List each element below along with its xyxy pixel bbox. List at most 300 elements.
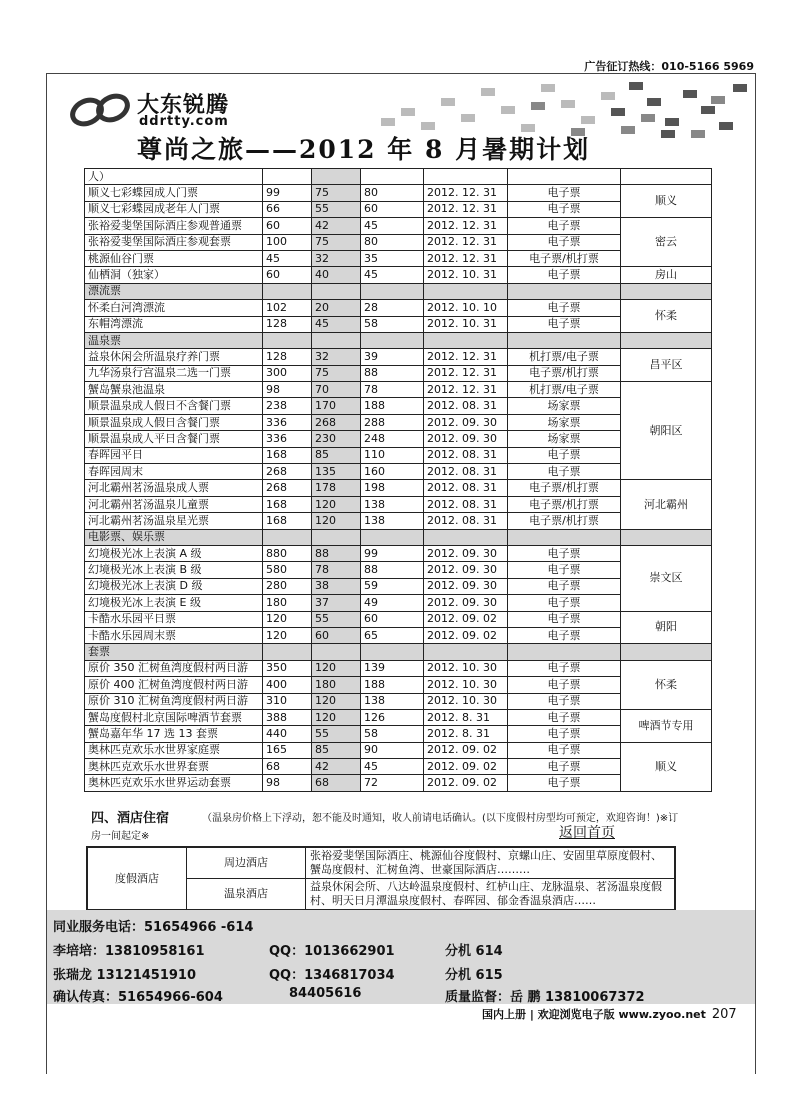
ticket-type: 机打票/电子票: [508, 349, 621, 365]
empty-cell: [312, 332, 361, 348]
empty-cell: [424, 529, 508, 545]
original-price: 60: [263, 267, 312, 283]
empty-cell: [312, 283, 361, 299]
hotel-type: 周边酒店: [187, 847, 306, 879]
ticket-type: 电子票/机打票: [508, 365, 621, 381]
original-price: 400: [263, 677, 312, 693]
item-name: 蟹岛嘉年华 17 选 13 套票: [85, 726, 263, 742]
original-price: 128: [263, 316, 312, 332]
table-row: [85, 480, 712, 496]
member-price: 170: [312, 398, 361, 414]
table-row: [85, 513, 712, 529]
ticket-type: 电子票: [508, 742, 621, 758]
sale-price: 28: [361, 300, 424, 316]
table-row: [85, 349, 712, 365]
ticket-type: 电子票: [508, 218, 621, 234]
table-row: [85, 169, 712, 185]
item-name: 张裕爱斐堡国际酒庄参观普通票: [85, 218, 263, 234]
item-name: 卡酷水乐园平日票: [85, 611, 263, 627]
original-price: 336: [263, 431, 312, 447]
original-price: 98: [263, 775, 312, 791]
item-name: 蟹岛蟹泉池温泉: [85, 382, 263, 398]
item-name: 张裕爱斐堡国际酒庄参观套票: [85, 234, 263, 250]
page-footer: [482, 1006, 737, 1022]
ticket-type: 电子票: [508, 578, 621, 594]
valid-date: 2012. 09. 02: [424, 775, 508, 791]
table-row: [85, 742, 712, 758]
member-price: [312, 169, 361, 185]
original-price: 98: [263, 382, 312, 398]
member-price: 37: [312, 595, 361, 611]
price-table: [84, 168, 712, 792]
region: 怀柔: [621, 300, 712, 333]
table-row: [85, 709, 712, 725]
valid-date: 2012. 12. 31: [424, 234, 508, 250]
item-name: 春晖园平日: [85, 447, 263, 463]
item-name: 顺义七彩蝶园成人门票: [85, 185, 263, 201]
original-price: 168: [263, 513, 312, 529]
valid-date: 2012. 12. 31: [424, 185, 508, 201]
original-price: 128: [263, 349, 312, 365]
empty-cell: [508, 644, 621, 660]
section-title: 温泉票: [85, 332, 263, 348]
empty-cell: [263, 283, 312, 299]
ticket-type: 电子票: [508, 267, 621, 283]
original-price: 45: [263, 250, 312, 266]
item-name: 东帽湾漂流: [85, 316, 263, 332]
section-title: 套票: [85, 644, 263, 660]
original-price: 388: [263, 709, 312, 725]
valid-date: 2012. 09. 02: [424, 611, 508, 627]
original-price: 100: [263, 234, 312, 250]
valid-date: 2012. 12. 31: [424, 250, 508, 266]
valid-date: [424, 169, 508, 185]
hotel-category: 度假酒店: [87, 847, 187, 910]
original-price: 165: [263, 742, 312, 758]
sale-price: 60: [361, 611, 424, 627]
ticket-type: 电子票: [508, 316, 621, 332]
member-price: 55: [312, 201, 361, 217]
original-price: 168: [263, 447, 312, 463]
empty-cell: [508, 529, 621, 545]
ticket-type: 电子票: [508, 234, 621, 250]
section-header-row: [85, 332, 712, 348]
service-phone: 同业服务电话：51654966 -614: [53, 920, 254, 935]
empty-cell: [508, 283, 621, 299]
item-name: 河北霸州茗汤温泉儿童票: [85, 496, 263, 512]
member-price: 42: [312, 759, 361, 775]
member-price: 135: [312, 464, 361, 480]
table-row: [85, 775, 712, 791]
item-name: 顺景温泉成人平日含餐门票: [85, 431, 263, 447]
original-price: 280: [263, 578, 312, 594]
contact-1-name: 李培培：13810958161: [53, 944, 205, 959]
valid-date: 2012. 10. 30: [424, 677, 508, 693]
valid-date: 2012. 08. 31: [424, 464, 508, 480]
empty-cell: [312, 529, 361, 545]
footer-text: 国内上册 | 欢迎浏览电子版 www.zyoo.net: [482, 1008, 706, 1021]
table-row: [85, 660, 712, 676]
ticket-type: 电子票: [508, 595, 621, 611]
section-header-row: [85, 283, 712, 299]
original-price: 120: [263, 627, 312, 643]
empty-cell: [263, 529, 312, 545]
item-name: 人）: [85, 169, 263, 185]
member-price: 32: [312, 349, 361, 365]
sale-price: 138: [361, 693, 424, 709]
original-price: 580: [263, 562, 312, 578]
section-title: 电影票、娱乐票: [85, 529, 263, 545]
original-price: 66: [263, 201, 312, 217]
member-price: 75: [312, 365, 361, 381]
member-price: 20: [312, 300, 361, 316]
ad-hotline: 广告征订热线：010-5166 5969: [584, 60, 754, 73]
member-price: 32: [312, 250, 361, 266]
table-row: [85, 578, 712, 594]
original-price: 99: [263, 185, 312, 201]
sale-price: 58: [361, 316, 424, 332]
original-price: 180: [263, 595, 312, 611]
ticket-type: 场家票: [508, 414, 621, 430]
table-row: [85, 464, 712, 480]
valid-date: 2012. 09. 30: [424, 545, 508, 561]
valid-date: 2012. 12. 31: [424, 201, 508, 217]
table-row: [85, 185, 712, 201]
member-price: 75: [312, 185, 361, 201]
item-name: 怀柔白河湾漂流: [85, 300, 263, 316]
member-price: 120: [312, 496, 361, 512]
hotel-note-continued: 房一间起定※: [91, 831, 150, 842]
member-price: 60: [312, 627, 361, 643]
original-price: 350: [263, 660, 312, 676]
table-row: [85, 250, 712, 266]
empty-cell: [621, 283, 712, 299]
item-name: 顺景温泉成人假日含餐门票: [85, 414, 263, 430]
valid-date: 2012. 10. 31: [424, 316, 508, 332]
valid-date: 2012. 08. 31: [424, 496, 508, 512]
original-price: 268: [263, 464, 312, 480]
sale-price: 72: [361, 775, 424, 791]
original-price: 880: [263, 545, 312, 561]
original-price: 310: [263, 693, 312, 709]
valid-date: 2012. 09. 02: [424, 759, 508, 775]
item-name: 原价 350 汇树鱼湾度假村两日游: [85, 660, 263, 676]
hotel-list: 益泉休闲会所、八达岭温泉度假村、红栌山庄、龙脉温泉、茗汤温泉度假村、明天日月潭温泉度假村、春晖园、郁金香温泉酒店……: [306, 879, 676, 911]
item-name: 桃源仙谷门票: [85, 250, 263, 266]
empty-cell: [361, 283, 424, 299]
logo-domain: ddrtty.com: [139, 114, 229, 129]
table-row: [85, 201, 712, 217]
valid-date: 2012. 09. 30: [424, 562, 508, 578]
member-price: 55: [312, 611, 361, 627]
member-price: 120: [312, 693, 361, 709]
table-row: [85, 677, 712, 693]
valid-date: 2012. 09. 30: [424, 414, 508, 430]
original-price: 268: [263, 480, 312, 496]
sale-price: 58: [361, 726, 424, 742]
valid-date: 2012. 09. 30: [424, 431, 508, 447]
region: 密云: [621, 218, 712, 267]
valid-date: 2012. 09. 02: [424, 627, 508, 643]
table-row: [85, 595, 712, 611]
sale-price: 138: [361, 513, 424, 529]
sale-price: 110: [361, 447, 424, 463]
confirm-fax: 确认传真：51654966-604: [53, 990, 223, 1005]
member-price: 40: [312, 267, 361, 283]
sale-price: 90: [361, 742, 424, 758]
original-price: 120: [263, 611, 312, 627]
table-row: [85, 562, 712, 578]
member-price: 78: [312, 562, 361, 578]
table-row: [85, 611, 712, 627]
empty-cell: [263, 644, 312, 660]
ticket-type: 电子票: [508, 709, 621, 725]
table-row: [85, 382, 712, 398]
valid-date: 2012. 09. 30: [424, 578, 508, 594]
table-row: [85, 496, 712, 512]
ticket-type: 电子票: [508, 611, 621, 627]
valid-date: 2012. 08. 31: [424, 480, 508, 496]
region: 啤酒节专用: [621, 709, 712, 742]
ticket-type: 机打票/电子票: [508, 382, 621, 398]
region: 房山: [621, 267, 712, 283]
empty-cell: [621, 529, 712, 545]
page-title: 尊尚之旅——2012 年 8 月暑期计划: [137, 135, 591, 164]
table-row: [85, 545, 712, 561]
member-price: 70: [312, 382, 361, 398]
ticket-type: 电子票: [508, 627, 621, 643]
item-name: 幻境极光冰上表演 E 级: [85, 595, 263, 611]
contact-1-ext: 分机 614: [445, 944, 503, 959]
member-price: 38: [312, 578, 361, 594]
item-name: 奥林匹克欢乐水世界运动套票: [85, 775, 263, 791]
sale-price: [361, 169, 424, 185]
ticket-type: [508, 169, 621, 185]
sale-price: 188: [361, 398, 424, 414]
page-number: 207: [711, 1007, 737, 1022]
table-row: [85, 267, 712, 283]
region: 河北霸州: [621, 480, 712, 529]
valid-date: 2012. 10. 10: [424, 300, 508, 316]
member-price: 120: [312, 513, 361, 529]
table-row: [85, 627, 712, 643]
item-name: 顺义七彩蝶园成老年人门票: [85, 201, 263, 217]
empty-cell: [312, 644, 361, 660]
valid-date: 2012. 08. 31: [424, 447, 508, 463]
contact-2-ext: 分机 615: [445, 968, 503, 983]
sale-price: 45: [361, 218, 424, 234]
ticket-type: 电子票: [508, 464, 621, 480]
member-price: 178: [312, 480, 361, 496]
table-row: [85, 726, 712, 742]
region: 顺义: [621, 185, 712, 218]
ticket-type: 电子票/机打票: [508, 250, 621, 266]
ticket-type: 电子票: [508, 759, 621, 775]
sale-price: 35: [361, 250, 424, 266]
region: 顺义: [621, 742, 712, 791]
hotel-note: （温泉房价格上下浮动，恕不能及时通知，收人前请电话确认。(以下度假村房型均可预定，欢迎咨询！)※订: [202, 813, 679, 824]
sale-price: 39: [361, 349, 424, 365]
ticket-type: 电子票: [508, 693, 621, 709]
sale-price: 78: [361, 382, 424, 398]
brand-logo: [65, 86, 295, 134]
original-price: 238: [263, 398, 312, 414]
ticket-type: 电子票: [508, 562, 621, 578]
item-name: 河北霸州茗汤温泉星光票: [85, 513, 263, 529]
ticket-type: 电子票: [508, 677, 621, 693]
original-price: 68: [263, 759, 312, 775]
ticket-type: 电子票: [508, 775, 621, 791]
empty-cell: [361, 644, 424, 660]
header: [47, 74, 755, 166]
item-name: 原价 310 汇树鱼湾度假村两日游: [85, 693, 263, 709]
table-row: [85, 398, 712, 414]
original-price: 336: [263, 414, 312, 430]
empty-cell: [621, 644, 712, 660]
member-price: 120: [312, 660, 361, 676]
logo-name-cn: 大东锐腾: [137, 93, 230, 118]
sale-price: 49: [361, 595, 424, 611]
item-name: 卡酷水乐园周末票: [85, 627, 263, 643]
quality-supervisor: 质量监督：岳 鹏 13810067372: [445, 990, 645, 1005]
ticket-type: 电子票/机打票: [508, 496, 621, 512]
original-price: 440: [263, 726, 312, 742]
contact-panel: [47, 910, 755, 1004]
member-price: 42: [312, 218, 361, 234]
valid-date: 2012. 08. 31: [424, 513, 508, 529]
ticket-type: 电子票: [508, 185, 621, 201]
original-price: 300: [263, 365, 312, 381]
member-price: 85: [312, 742, 361, 758]
sale-price: 188: [361, 677, 424, 693]
sale-price: 160: [361, 464, 424, 480]
contact-2-qq: QQ：1346817034: [269, 968, 395, 983]
region: 朝阳区: [621, 382, 712, 480]
sale-price: 88: [361, 365, 424, 381]
table-row: [85, 316, 712, 332]
member-price: 268: [312, 414, 361, 430]
ticket-type: 电子票: [508, 545, 621, 561]
original-price: 168: [263, 496, 312, 512]
table-row: [85, 431, 712, 447]
hotel-list: 张裕爱斐堡国际酒庄、桃源仙谷度假村、京螺山庄、安固里草原度假村、蟹岛度假村、汇树鱼湾、世豪国际酒店………: [306, 847, 676, 879]
table-row: [85, 759, 712, 775]
back-home-link[interactable]: 返回首页: [559, 825, 615, 841]
item-name: 幻境极光冰上表演 B 级: [85, 562, 263, 578]
sale-price: 60: [361, 201, 424, 217]
valid-date: 2012. 12. 31: [424, 218, 508, 234]
sale-price: 45: [361, 267, 424, 283]
valid-date: 2012. 12. 31: [424, 365, 508, 381]
member-price: 55: [312, 726, 361, 742]
region: 昌平区: [621, 349, 712, 382]
table-row: [85, 234, 712, 250]
sale-price: 80: [361, 234, 424, 250]
valid-date: 2012. 8. 31: [424, 726, 508, 742]
item-name: 河北霸州茗汤温泉成人票: [85, 480, 263, 496]
table-row: [85, 218, 712, 234]
table-row: [85, 300, 712, 316]
item-name: 九华汤泉行宫温泉二选一门票: [85, 365, 263, 381]
item-name: 幻境极光冰上表演 A 级: [85, 545, 263, 561]
member-price: 88: [312, 545, 361, 561]
confirm-fax-2: 84405616: [289, 986, 362, 1001]
sale-price: 139: [361, 660, 424, 676]
sale-price: 59: [361, 578, 424, 594]
empty-cell: [424, 644, 508, 660]
original-price: 60: [263, 218, 312, 234]
original-price: [263, 169, 312, 185]
table-row: [85, 365, 712, 381]
member-price: 180: [312, 677, 361, 693]
member-price: 230: [312, 431, 361, 447]
hotel-row: [87, 847, 675, 879]
valid-date: 2012. 12. 31: [424, 349, 508, 365]
sale-price: 99: [361, 545, 424, 561]
sale-price: 198: [361, 480, 424, 496]
empty-cell: [361, 529, 424, 545]
ticket-type: 电子票/机打票: [508, 513, 621, 529]
section-header-row: [85, 644, 712, 660]
sale-price: 65: [361, 627, 424, 643]
region: 怀柔: [621, 660, 712, 709]
item-name: 益泉休闲会所温泉疗养门票: [85, 349, 263, 365]
sale-price: 45: [361, 759, 424, 775]
table-row: [85, 414, 712, 430]
table-row: [85, 447, 712, 463]
item-name: 奥林匹克欢乐水世界家庭票: [85, 742, 263, 758]
hotel-table: [86, 846, 676, 911]
section-header-row: [85, 529, 712, 545]
region: 朝阳: [621, 611, 712, 644]
ticket-type: 场家票: [508, 431, 621, 447]
item-name: 仙栖洞（独家）: [85, 267, 263, 283]
sale-price: 126: [361, 709, 424, 725]
item-name: 幻境极光冰上表演 D 级: [85, 578, 263, 594]
empty-cell: [361, 332, 424, 348]
valid-date: 2012. 09. 02: [424, 742, 508, 758]
region: 崇文区: [621, 545, 712, 611]
logo-mark-icon: [69, 90, 133, 130]
original-price: 102: [263, 300, 312, 316]
ticket-type: 电子票: [508, 300, 621, 316]
valid-date: 2012. 12. 31: [424, 382, 508, 398]
member-price: 120: [312, 709, 361, 725]
item-name: 原价 400 汇树鱼湾度假村两日游: [85, 677, 263, 693]
sale-price: 138: [361, 496, 424, 512]
empty-cell: [424, 332, 508, 348]
sale-price: 88: [361, 562, 424, 578]
hotel-section-heading: 四、酒店住宿: [91, 811, 170, 826]
member-price: 85: [312, 447, 361, 463]
valid-date: 2012. 10. 30: [424, 660, 508, 676]
member-price: 68: [312, 775, 361, 791]
valid-date: 2012. 8. 31: [424, 709, 508, 725]
section-title: 漂流票: [85, 283, 263, 299]
ticket-type: 电子票/机打票: [508, 480, 621, 496]
table-row: [85, 693, 712, 709]
ticket-type: 电子票: [508, 201, 621, 217]
sale-price: 80: [361, 185, 424, 201]
contact-1-qq: QQ：1013662901: [269, 944, 395, 959]
contact-2-name: 张瑞龙 13121451910: [53, 968, 197, 983]
hotel-type: 温泉酒店: [187, 879, 306, 911]
item-name: 蟹岛度假村北京国际啤酒节套票: [85, 709, 263, 725]
ticket-type: 电子票: [508, 660, 621, 676]
sale-price: 248: [361, 431, 424, 447]
valid-date: 2012. 10. 30: [424, 693, 508, 709]
valid-date: 2012. 09. 30: [424, 595, 508, 611]
